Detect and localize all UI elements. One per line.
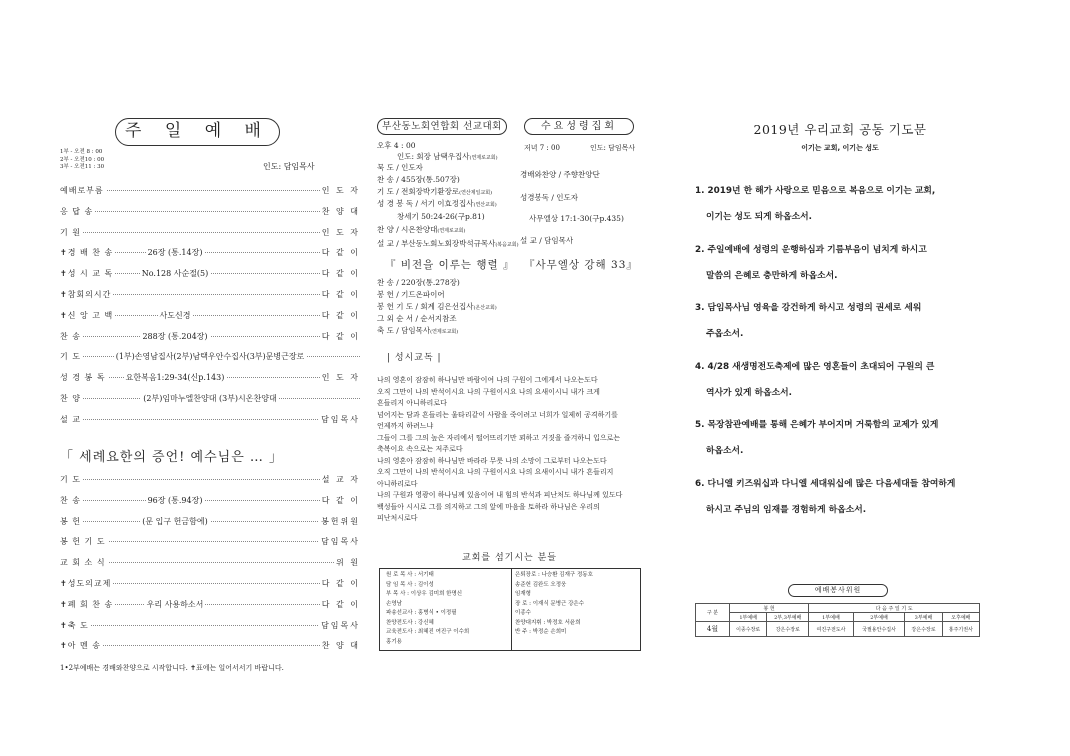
order-label: ✝성 시 교 독: [60, 269, 114, 279]
staff-divider: [511, 569, 512, 650]
table-subheader: 3부예배: [905, 613, 942, 622]
order-person: 다 같 이: [321, 269, 360, 279]
responsive-reading-title: | 성시교독 |: [387, 353, 442, 363]
service-committee-table: [695, 603, 980, 637]
staff-line: 찬양전도사 : 강신혜: [386, 619, 434, 626]
mission-item-church: (연제로교회): [437, 228, 466, 234]
table-month: 4월: [696, 622, 730, 637]
dotted-leader: [60, 211, 360, 212]
order-person: 다 같 이: [321, 310, 360, 320]
prayer-title: 2019년 우리교회 공동 기도문: [753, 122, 927, 137]
mission-item-text: 인도: 회장 남택우집사: [397, 152, 470, 161]
mission-item-church: (온산교회): [473, 305, 497, 311]
order-row: [60, 413, 360, 426]
order-detail: [60, 350, 360, 363]
order-row: [60, 577, 360, 590]
prayer-line: 2. 주일예배에 성령의 운행하심과 기름부음이 넘치게 하시고: [695, 244, 927, 255]
order-label: ✝참회의시간: [60, 290, 112, 299]
staff-line: 반 주 : 박정순 손희미: [515, 629, 567, 635]
dotted-leader: [60, 232, 360, 233]
table-header-offering: 봉 헌: [730, 604, 809, 613]
order-row: [60, 371, 360, 384]
order-label: 예배로부름: [60, 186, 104, 195]
reading-line: 넘어지는 담과 흔들리는 울타리같이 사람을 죽이려고 너희가 일제히 공격하기를: [377, 410, 618, 419]
mission-item-text: 봉 헌 기 도 / 회계 김은선집사: [377, 302, 474, 311]
order-detail-text: No.128 사순절(5): [141, 269, 209, 279]
prayer-item: [695, 412, 985, 464]
order-person: 인 도 자: [321, 186, 360, 195]
reading-line: 오직 그만이 나의 반석이시요 나의 구원이시요 나의 요새이시니 내가 흔들리지: [377, 468, 614, 476]
order-person: 다 같 이: [321, 290, 360, 299]
order-person: 위 원: [336, 558, 360, 568]
staff-line: 파송선교사 : 홍병식 • 이정필: [386, 610, 457, 616]
prayer-line: 6. 다니엘 키즈워십과 다니엘 세대워십에 많은 다음세대들 참여하게: [695, 478, 956, 489]
mission-item-text: 성 경 봉 독 / 서기 이효정집사: [377, 199, 474, 208]
mission-item-church: (연제로교회): [469, 155, 498, 161]
order-person: 다 같 이: [321, 495, 360, 505]
order-row: [60, 267, 360, 280]
dotted-leader: [60, 419, 360, 420]
table-cell: 강은수장로: [767, 622, 809, 637]
sermon-title: 「 세례요한의 증언! 예수님은 … 」: [60, 450, 284, 465]
order-row: [60, 309, 360, 322]
order-detail: [60, 246, 290, 259]
order-detail-text: (문 입구 헌금함에): [142, 516, 208, 526]
service-times: 1부 - 오전 8 : 00 2부 - 오전10 : 00 3부 - 오전11 : 30: [60, 149, 105, 170]
prayer-line-cont: 이기는 성도 되게 하옵소서.: [706, 212, 813, 222]
prayer-line: 4. 4/28 새생명전도축제에 많은 영혼들이 초대되어 구원의 큰: [695, 361, 935, 372]
order-person: 찬 양 대: [321, 641, 360, 651]
order-row: [60, 350, 360, 363]
mission-item-text: 기 도 / 전회장박기환장로: [377, 187, 460, 196]
reading-line: 나의 영혼이 잠잠히 하나님만 바람이여 나의 구원이 그에게서 나오는도다: [377, 376, 598, 384]
order-label: 찬 송: [60, 331, 81, 341]
prayer-item: [695, 178, 985, 230]
order-row: [60, 619, 360, 632]
order-detail: [60, 371, 290, 384]
staff-line: 송준헌 김완도 오정웅: [515, 581, 567, 588]
mission-item: [377, 186, 492, 197]
table-cell: 여진구전도사: [809, 622, 853, 637]
order-row: [60, 556, 360, 569]
order-person: 인 도 자: [321, 227, 360, 237]
sunday-worship-title: 주 일 예 배: [115, 118, 280, 146]
staff-list-left: [386, 571, 511, 647]
mission-item-text: 창세기 50:24-26(구p.81): [397, 212, 485, 221]
order-person: 담임목사: [321, 620, 360, 630]
order-detail: [60, 494, 290, 507]
dotted-leader: [60, 479, 360, 480]
order-detail-text: 요한복음1:29-34(신p.143): [125, 373, 225, 383]
table-cell: 강은수장로: [905, 622, 942, 637]
order-label: ✝아 멘 송: [60, 641, 101, 651]
wednesday-item: 사무엘상 17:1-30(구p.435): [529, 214, 624, 223]
order-label: ✝경 배 찬 송: [60, 248, 114, 258]
prayer-line-cont: 주옵소서.: [706, 329, 744, 339]
order-row: [60, 639, 360, 652]
table-subheader: 2부예배: [853, 613, 905, 622]
table-subheader: 오후예배: [942, 613, 979, 622]
order-person: 설 교 자: [321, 475, 360, 484]
staff-line: 장 로 : 이재식 문병근 강은수: [515, 600, 585, 607]
prayer-line: 1. 2019년 한 해가 사랑으로 믿음으로 복음으로 이기는 교회,: [695, 186, 936, 196]
prayer-item: [695, 471, 985, 523]
order-detail-text: (1부)손영남집사(2부)남택우안수집사(3부)문병근장로: [115, 352, 305, 362]
staff-line: 은퇴장로 : 나승환 김재구 정동호: [515, 572, 593, 578]
reading-line: 백성들아 시시로 그를 의지하고 그의 앞에 마음을 토하라 하나님은 우리의: [377, 502, 600, 511]
order-person: 다 같 이: [321, 331, 360, 341]
wednesday-sermon-title: 『사무엘상 강해 33』: [524, 259, 638, 271]
order-person: 담임목사: [321, 414, 360, 424]
reading-line: 흔들리지 아니하리로다: [377, 399, 447, 407]
staff-line: 이종수: [515, 610, 531, 616]
order-detail-text: 26장 (통.14장): [147, 248, 203, 258]
mission-item-text: 찬 송 / 455장(통.507장): [377, 175, 460, 184]
order-person: 봉헌위원: [321, 516, 360, 526]
mission-item-church: (연산제일교회): [459, 190, 493, 196]
prayer-line-cont: 하옵소서.: [706, 446, 744, 456]
mission-item-text: 찬 송 / 220장(통.278장): [377, 278, 460, 287]
mission-item: [377, 198, 497, 209]
order-row: [60, 246, 360, 259]
order-row: [60, 598, 360, 611]
prayer-line: 5. 목장참관예배를 통해 은혜가 부어지며 거룩함의 교제가 있게: [695, 420, 939, 430]
order-person: 담임목사: [321, 537, 360, 547]
order-label: ✝성도의교제: [60, 579, 112, 588]
mission-item-text: 봉 헌 / 기드온파이어: [377, 290, 445, 299]
prayer-line-cont: 말씀의 은혜로 충만하게 하옵소서.: [706, 270, 838, 281]
staff-line: 담 임 목 사 : 김이성: [386, 581, 434, 588]
staff-line: 홍기용: [386, 638, 402, 645]
order-row: [60, 226, 360, 239]
order-label: 기 원: [60, 227, 81, 237]
church-staff-box: [379, 568, 641, 651]
mission-item: [377, 313, 457, 324]
order-label: 설 교: [60, 414, 81, 424]
table-header-category: 구 분: [696, 604, 730, 622]
order-row: [60, 330, 360, 343]
mission-item-text: 그 외 순 서 / 순서지참조: [377, 314, 457, 323]
mission-item: [377, 325, 458, 336]
table-cell: 국필용안수집사: [853, 622, 905, 637]
table-subheader: 1부예배: [730, 613, 767, 622]
mission-item-church: (복음교회): [495, 242, 519, 248]
staff-line: 부 목 사 : 이상우 김미희 한명신: [386, 591, 463, 597]
order-person: 찬 양 대: [321, 206, 360, 216]
reading-line: 아니하리로다: [377, 479, 418, 488]
order-row: [60, 288, 360, 301]
staff-line: 교육전도사 : 최혜진 여진구 이수희: [386, 629, 470, 635]
order-detail: [60, 309, 290, 322]
reading-line: 피난처시로다: [377, 514, 418, 522]
worship-leader: 인도: 담임목사: [263, 162, 315, 171]
mission-item: [377, 289, 445, 300]
worship-footnote: 1•2부예배는 경배와찬양으로 시작합니다. ✝표에는 일어서서기 바랍니다.: [60, 664, 284, 672]
order-label: 봉 헌 기 도: [60, 537, 106, 547]
reading-line: 언제까지 하려느냐: [377, 422, 434, 430]
order-row: [60, 515, 360, 528]
order-label: ✝축 도: [60, 620, 89, 630]
prayer-subtitle: 이기는 교회, 이기는 성도: [801, 144, 879, 152]
order-row: [60, 205, 360, 218]
church-staff-title: 교회를 섬기시는 분들: [462, 553, 557, 563]
reading-line: 나의 구원과 영광이 하나님께 있음이여 내 힘의 반석과 피난처도 하나님께 있도다: [377, 491, 623, 499]
order-detail-text: 288장 (통.204장): [142, 331, 208, 341]
order-person: 인 도 자: [321, 373, 360, 383]
order-detail: [60, 267, 290, 280]
prayer-line-cont: 역사가 있게 하옵소서.: [706, 387, 792, 398]
reading-line: 그들이 그를 그의 높은 자리에서 떨어뜨리기만 꾀하고 거짓을 즐겨하니 입으로는: [377, 433, 621, 442]
order-detail-text: (2부)임마누엘찬양대 (3부)시온찬양대: [143, 394, 277, 403]
order-row: [60, 535, 360, 548]
mission-rally-title: 부산동노회연합회 선교대회: [377, 118, 507, 135]
table-subheader: 1부예배: [809, 613, 853, 622]
order-detail: [60, 598, 290, 611]
table-subheader: 2부,3부예배: [767, 613, 809, 622]
order-label: 봉 헌: [60, 516, 81, 526]
staff-line: 임재형: [515, 591, 531, 597]
order-row: [60, 494, 360, 507]
order-detail-text: 사도신경: [159, 310, 191, 320]
mission-item: [377, 174, 460, 185]
responsive-reading-text: [377, 375, 642, 525]
order-label: 성 경 봉 독: [60, 373, 106, 383]
staff-line: 찬양대지휘 : 박정호 서윤희: [515, 619, 581, 626]
dotted-leader: [60, 645, 360, 646]
reading-line: 오직 그만이 나의 반석이시요 나의 구원이시요 나의 요새이시니 내가 크게: [377, 387, 600, 396]
wednesday-item: 설 교 / 담임목사: [520, 236, 574, 245]
table-header-prayer: 다 음 주 일 기 도: [809, 604, 980, 613]
order-label: 응 답 송: [60, 206, 94, 216]
order-row: [60, 184, 360, 197]
order-detail: [60, 392, 360, 405]
order-person: 다 같 이: [321, 599, 360, 609]
mission-item: [377, 224, 465, 235]
mission-item: [397, 211, 485, 222]
prayer-item: [695, 295, 985, 347]
mission-item-text: 설 교 / 부산동노회노회장박석규목사: [377, 239, 496, 248]
wednesday-time: 저녁 7 : 00: [524, 144, 560, 152]
order-row: [60, 392, 360, 405]
mission-item-church: (연산교회): [473, 202, 497, 208]
mission-item: [377, 301, 497, 312]
prayer-line-cont: 하시고 주님의 임재를 경험하게 하옵소서.: [706, 504, 867, 515]
reading-line: 축복이요 속으로는 저주로다: [377, 445, 463, 453]
staff-line: 원 로 목 사 : 서기태: [386, 572, 434, 578]
wednesday-item: 성경봉독 / 인도자: [520, 193, 579, 202]
order-label: 찬 송: [60, 495, 81, 505]
order-label: 교 회 소 식: [60, 558, 106, 568]
staff-list-right: [515, 571, 640, 638]
staff-line: 손영남: [386, 600, 402, 607]
mission-item: [397, 151, 498, 162]
mission-item-church: (연제로교회): [430, 329, 459, 335]
mission-item-text: 축 도 / 담임목사: [377, 326, 431, 335]
dotted-leader: [60, 625, 360, 626]
mission-item: [377, 238, 519, 249]
order-label: 기 도: [60, 475, 81, 484]
wednesday-service-title: 수요성령집회: [524, 118, 634, 135]
prayer-item: [695, 237, 985, 289]
order-label: 기 도: [60, 352, 81, 362]
service-committee-title: 예배봉사위원: [788, 584, 888, 597]
order-detail-text: 우리 사용하소서: [146, 599, 204, 609]
order-label: ✝신 앙 고 백: [60, 310, 114, 320]
mission-sermon-title: 『 비전을 이루는 행렬 』: [385, 259, 515, 271]
order-person: 다 같 이: [321, 248, 360, 258]
prayer-line: 3. 담임목사님 영육을 강건하게 하시고 성령의 권세로 세워: [695, 303, 922, 313]
table-cell: 홍주기권사: [942, 622, 979, 637]
mission-item-text: 묵 도 / 인도자: [377, 163, 423, 172]
table-cell: 이종수장로: [730, 622, 767, 637]
wednesday-item: 경배와찬양 / 주향찬양단: [520, 170, 600, 179]
order-person: 다 같 이: [321, 579, 360, 588]
order-detail: [60, 330, 290, 343]
mission-item-text: 찬 양 / 시온찬양대: [377, 225, 438, 234]
prayer-item: [695, 354, 985, 406]
mission-item: [377, 162, 423, 173]
mission-item: [377, 140, 415, 151]
order-label: ✝폐 회 찬 송: [60, 599, 114, 609]
mission-item: [377, 277, 460, 288]
order-row: [60, 473, 360, 486]
reading-line: 나의 영혼아 잠잠히 하나님만 바라라 무릇 나의 소망이 그로부터 나오는도다: [377, 456, 607, 465]
order-detail-text: 96장 (통.94장): [147, 495, 203, 505]
wednesday-leader: 인도: 담임목사: [590, 144, 636, 152]
order-label: 찬 양: [60, 394, 81, 403]
order-detail: [60, 515, 290, 528]
mission-item-text: 오후 4 : 00: [377, 141, 416, 150]
